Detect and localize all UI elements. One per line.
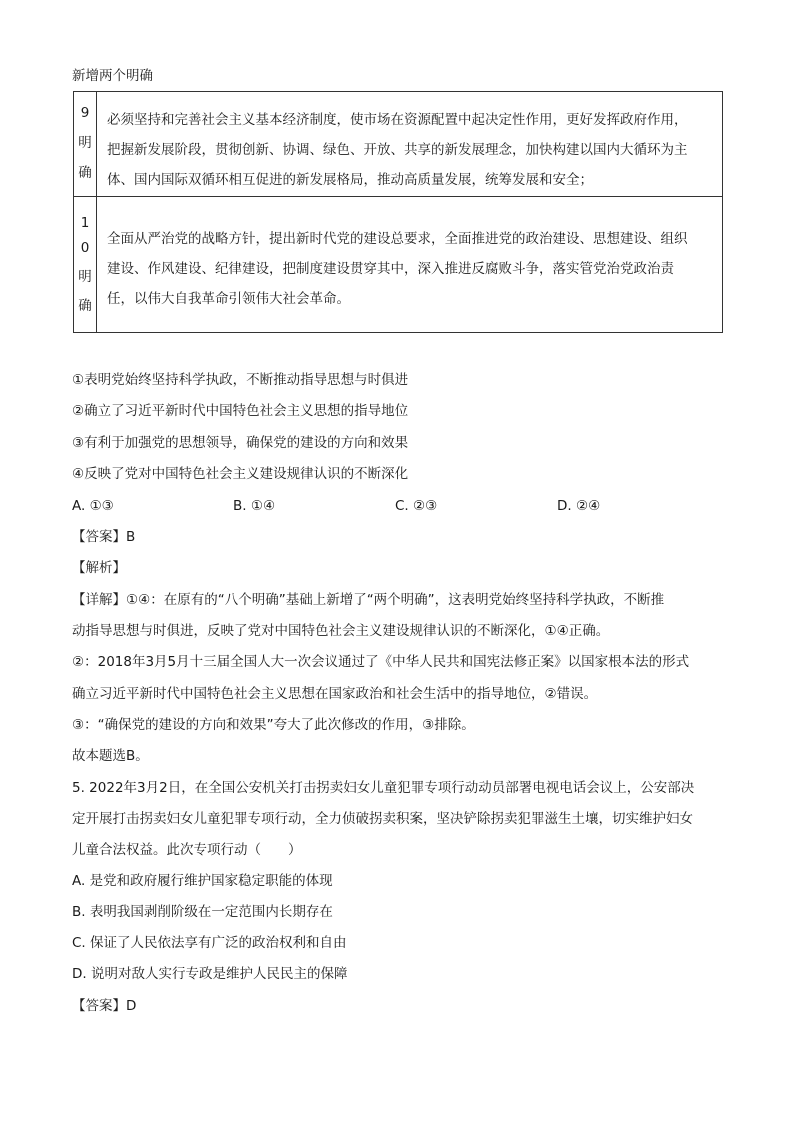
option-d: D. ②④: [557, 498, 601, 514]
option-a: A. ①③: [72, 498, 114, 514]
row-label: 9 明 确: [74, 92, 97, 196]
statement-4: ④反映了党对中国特色社会主义建设规律认识的不断深化: [72, 466, 409, 482]
section-title: 新增两个明确: [72, 68, 153, 84]
explain-line: 确立习近平新时代中国特色社会主义思想在国家政治和社会生活中的指导地位，②错误。: [72, 686, 598, 702]
option-c: C. ②③: [395, 498, 438, 514]
q5-option-b: B. 表明我国剥削阶级在一定范围内长期存在: [72, 904, 333, 920]
q5-option-c: C. 保证了人民依法享有广泛的政治权利和自由: [72, 935, 347, 951]
row-content: 全面从严治党的战略方针，提出新时代党的建设总要求，全面推进党的政治建设、思想建设、组织 建设、作风建设、纪律建设，把制度建设贯穿其中，深入推进反腐败斗争，落实管党治党政治责 任，以伟大自我革命引领伟大社会革命。: [107, 231, 688, 307]
statement-1: ①表明党始终坚持科学执政，不断推动指导思想与时俱进: [72, 372, 409, 388]
statement-3: ③有利于加强党的思想领导，确保党的建设的方向和效果: [72, 435, 409, 451]
explain-line: ②：2018年3月5月十三届全国人大一次会议通过了《中华人民共和国宪法修正案》以国家根本法的形式: [72, 654, 690, 670]
analysis-label: 【解析】: [72, 560, 126, 576]
clarifications-table: [73, 91, 723, 333]
explain-line: 动指导思想与时俱进，反映了党对中国特色社会主义建设规律认识的不断深化，①④正确。: [72, 623, 610, 639]
option-b: B. ①④: [233, 498, 276, 514]
explain-line: 故本题选B。: [72, 748, 149, 764]
row-content: 必须坚持和完善社会主义基本经济制度，使市场在资源配置中起决定性作用，更好发挥政府作用， 把握新发展阶段，贯彻创新、协调、绿色、开放、共享的新发展理念，加快构建以国内大循环为主 体、国内国际双循环相互促进的新发展格局，推动高质量发展，统筹发展和安全；: [107, 112, 688, 188]
q5-answer: 【答案】D: [72, 998, 137, 1014]
q5-option-d: D. 说明对敌人实行专政是维护人民民主的保障: [72, 966, 348, 982]
table-row: [74, 197, 722, 332]
q5-stem: 儿童合法权益。此次专项行动（ ）: [72, 842, 302, 858]
table-row: [74, 92, 722, 197]
q4-answer: 【答案】B: [72, 529, 136, 545]
q5-stem: 定开展打击拐卖妇女儿童犯罪专项行动，全力侦破拐卖积案，坚决铲除拐卖犯罪滋生土壤，切实维护妇女: [72, 811, 693, 827]
explain-line: 【详解】①④：在原有的“八个明确”基础上新增了“两个明确”，这表明党始终坚持科学执政，不断推: [72, 592, 665, 608]
q5-stem: 5. 2022年3月2日，在全国公安机关打击拐卖妇女儿童犯罪专项行动动员部署电视电话会议上，公安部决: [72, 780, 695, 796]
explain-line: ③：“确保党的建设的方向和效果”夸大了此次修改的作用，③排除。: [72, 717, 475, 733]
q5-option-a: A. 是党和政府履行维护国家稳定职能的体现: [72, 873, 333, 889]
statement-2: ②确立了习近平新时代中国特色社会主义思想的指导地位: [72, 403, 409, 419]
row-label: 1 0 明 确: [74, 197, 97, 332]
